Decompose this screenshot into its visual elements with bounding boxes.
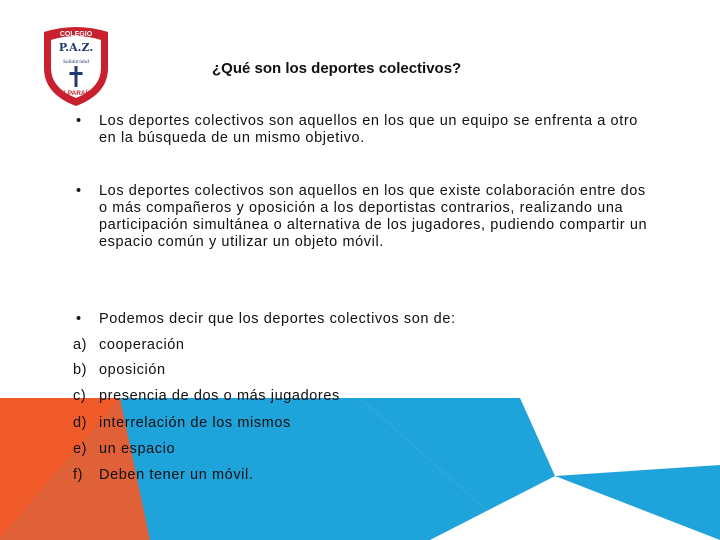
logo-motto-text: Solidaridad — [63, 59, 89, 65]
logo-name-text: P.A.Z. — [58, 41, 94, 54]
white-wedge-top-shape — [520, 398, 720, 476]
list-marker: e) — [73, 441, 88, 457]
list-marker: d) — [73, 415, 88, 431]
list-marker: c) — [73, 388, 87, 404]
list-text: un espacio — [99, 441, 176, 457]
school-logo — [38, 24, 114, 108]
bullet-marker: • — [76, 113, 82, 129]
bullet-text: Los deportes colectivos son aquellos en los que un equipo se enfrenta a otro en la búsqueda de un mismo objetivo. — [99, 113, 638, 146]
list-text: interrelación de los mismos — [99, 415, 291, 431]
slide-title: ¿Qué son los deportes colectivos? — [212, 60, 462, 77]
bullet-marker: • — [76, 183, 82, 199]
logo-bottom-text: VALPARAÍSO — [55, 90, 97, 97]
list-text: presencia de dos o más jugadores — [99, 388, 340, 404]
bullet-text: Podemos decir que los deportes colectivos son de: — [99, 311, 456, 327]
logo-top-text: COLEGIO — [59, 31, 93, 38]
list-text: cooperación — [99, 337, 185, 353]
list-text: oposición — [99, 362, 166, 378]
list-marker: a) — [73, 337, 88, 353]
list-marker: f) — [73, 467, 84, 483]
list-text: Deben tener un móvil. — [99, 467, 254, 483]
list-marker: b) — [73, 362, 88, 378]
bullet-marker: • — [76, 311, 82, 327]
bullet-text: Los deportes colectivos son aquellos en los que existe colaboración entre dos o más compañeros y oposición a los deportistas contrarios, realizando una participación simultánea o alternativa de los jugadores, pudiendo compartir un espacio común y utilizar un objeto móvil. — [99, 183, 648, 250]
